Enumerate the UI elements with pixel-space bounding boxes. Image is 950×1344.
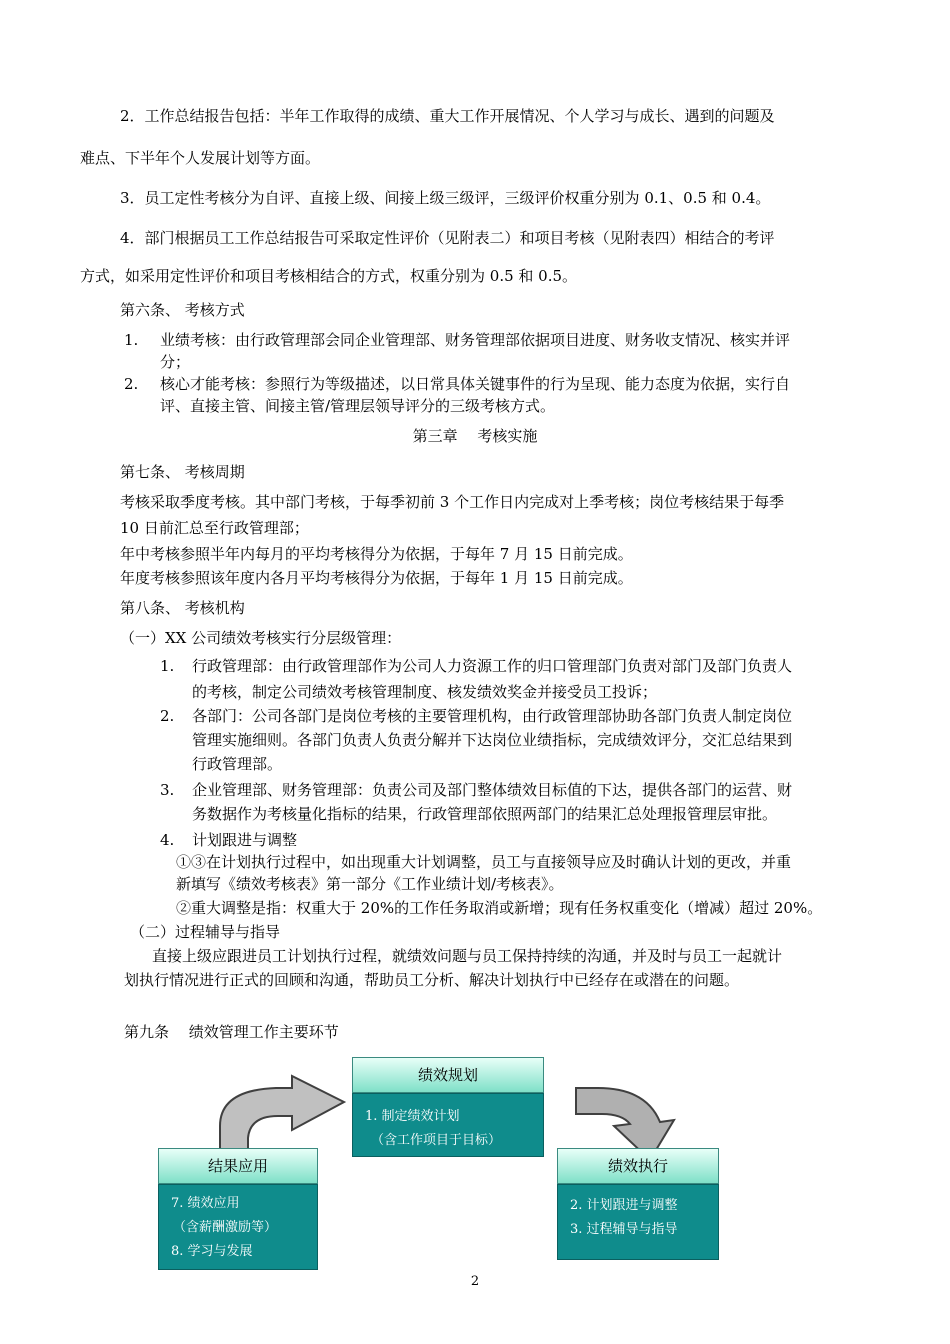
plan-box-title: 绩效规划	[352, 1057, 544, 1093]
result-item: （含薪酬激励等）	[173, 1220, 278, 1235]
exec-item: 2. 计划跟进与调整	[570, 1198, 678, 1213]
article-heading: 第九条 绩效管理工作主要环节	[124, 1023, 339, 1041]
list-number: 2.	[124, 375, 139, 393]
list-item-text: 行政管理部：由行政管理部作为公司人力资源工作的归口管理部门负责对部门及部门负责人	[192, 657, 793, 675]
para-line: 难点、下半年个人发展计划等方面。	[80, 149, 321, 167]
list-item-text: 各部门：公司各部门是岗位考核的主要管理机构，由行政管理部协助各部门负责人制定岗位	[192, 707, 793, 725]
plan-box-body	[352, 1093, 544, 1157]
section-heading: （二）过程辅导与指导	[130, 923, 281, 941]
para-line: 直接上级应跟进员工计划执行过程，就绩效问题与员工保持持续的沟通，并及时与员工一起就计	[152, 947, 783, 965]
para-line: 年度考核参照该年度内各月平均考核得分为依据，于每年 1 月 15 日前完成。	[120, 569, 633, 587]
result-box-title: 结果应用	[158, 1148, 318, 1184]
plan-item: （含工作项目于目标）	[371, 1133, 502, 1148]
para-line: 4．部门根据员工工作总结报告可采取定性评价（见附表二）和项目考核（见附表四）相结合的考评	[120, 229, 775, 247]
list-item-text: 管理实施细则。各部门负责人负责分解并下达岗位业绩指标，完成绩效评分，交汇总结果到	[192, 731, 793, 749]
list-item-text: 评、直接主管、间接主管/管理层领导评分的三级考核方式。	[160, 397, 556, 415]
exec-item: 3. 过程辅导与指导	[570, 1222, 678, 1237]
para-line: 年中考核参照半年内每月的平均考核得分为依据，于每年 7 月 15 日前完成。	[120, 545, 633, 563]
list-item-text: ①③在计划执行过程中，如出现重大计划调整，员工与直接领导应及时确认计划的更改，并重	[176, 853, 792, 871]
para-line: 方式，如采用定性评价和项目考核相结合的方式，权重分别为 0.5 和 0.5。	[80, 267, 578, 285]
article-heading: 第八条、 考核机构	[120, 599, 245, 617]
para-line: 划执行情况进行正式的回顾和沟通，帮助员工分析、解决计划执行中已经存在或潜在的问题。	[124, 971, 740, 989]
page-number: 2	[470, 1274, 480, 1289]
list-item-text: 行政管理部。	[192, 755, 283, 773]
para-line: 10 日前汇总至行政管理部；	[120, 519, 309, 537]
exec-box-body	[557, 1184, 719, 1260]
plan-item: 1. 制定绩效计划	[365, 1109, 460, 1124]
para-line: 考核采取季度考核。其中部门考核，于每季初前 3 个工作日内完成对上季考核；岗位考核结果于每季	[120, 493, 785, 511]
list-number: 1.	[124, 331, 139, 349]
result-box-body	[158, 1184, 318, 1270]
para-line: 3．员工定性考核分为自评、直接上级、间接上级三级评，三级评价权重分别为 0.1、0.5 和 0.4。	[120, 189, 771, 207]
article-heading: 第六条、 考核方式	[120, 301, 245, 319]
list-item-text: 分；	[160, 353, 191, 371]
list-item-text: 新填写《绩效考核表》第一部分《工作业绩计划/考核表》。	[176, 875, 564, 893]
list-item-text: 核心才能考核：参照行为等级描述，以日常具体关键事件的行为呈现、能力态度为依据，实行自	[160, 375, 791, 393]
list-item-text: ②重大调整是指：权重大于 20%的工作任务取消或新增；现有任务权重变化（增减）超过 20%。	[176, 899, 823, 917]
list-item-text: 计划跟进与调整	[192, 831, 298, 849]
list-item-text: 务数据作为考核量化指标的结果，行政管理部依照两部门的结果汇总处理报管理层审批。	[192, 805, 778, 823]
section-heading: （一）XX 公司绩效考核实行分层级管理：	[120, 629, 402, 647]
result-item: 7. 绩效应用	[171, 1196, 240, 1211]
list-number: 4.	[160, 831, 175, 849]
result-item: 8. 学习与发展	[171, 1244, 253, 1259]
list-number: 1.	[160, 657, 175, 675]
article-heading: 第七条、 考核周期	[120, 463, 245, 481]
list-item-text: 业绩考核：由行政管理部会同企业管理部、财务管理部依据项目进度、财务收支情况、核实并评	[160, 331, 791, 349]
list-number: 2.	[160, 707, 175, 725]
chapter-heading: 第三章 考核实施	[412, 427, 538, 445]
exec-box-title: 绩效执行	[557, 1148, 719, 1184]
list-item-text: 的考核，制定公司绩效考核管理制度、核发绩效奖金并接受员工投诉；	[192, 683, 658, 701]
para-line: 2．工作总结报告包括：半年工作取得的成绩、重大工作开展情况、个人学习与成长、遇到的问题及	[120, 107, 775, 125]
list-item-text: 企业管理部、财务管理部：负责公司及部门整体绩效目标值的下达，提供各部门的运营、财	[192, 781, 793, 799]
list-number: 3.	[160, 781, 175, 799]
